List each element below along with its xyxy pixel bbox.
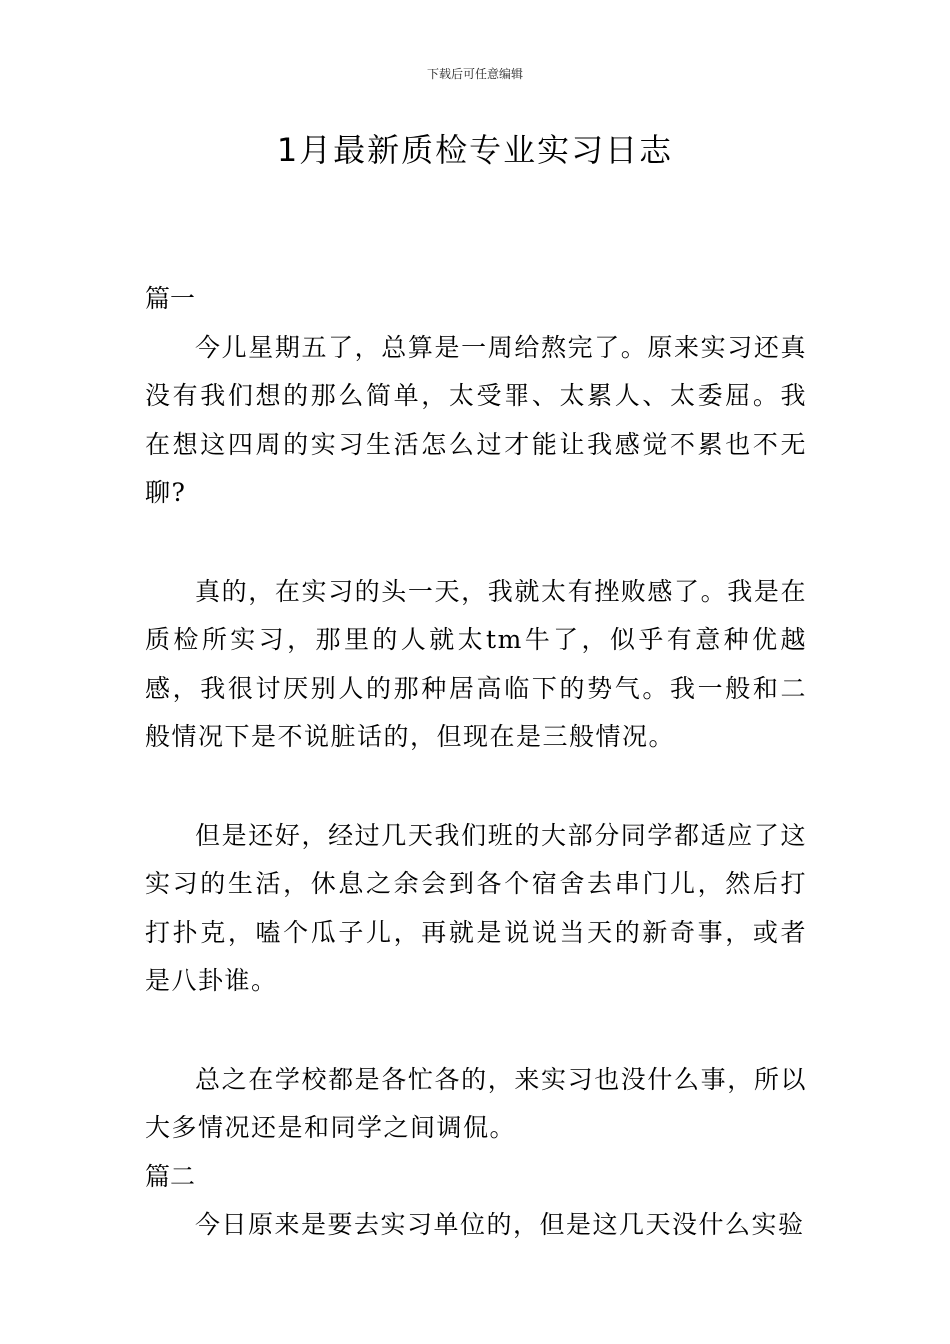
paragraph-gap [145, 518, 807, 568]
paragraph: 今日原来是要去实习单位的，但是这几天没什么实验 [195, 1210, 805, 1239]
paragraph: 今儿星期五了，总算是一周给熬完了。原来实习还真没有我们想的那么简单，太受罪、太累人、太委屈。我在想这四周的实习生活怎么过才能让我感觉不累也不无聊? [145, 332, 807, 507]
paragraph: 真的，在实习的头一天，我就太有挫败感了。我是在质检所实习，那里的人就太tm牛了，似乎有意种优越感，我很讨厌别人的那种居高临下的势气。我一般和二般情况下是不说脏话的，但现在是三般情况。 [145, 576, 807, 751]
paragraph-gap [145, 1006, 807, 1056]
section-label: 篇一 [145, 284, 196, 313]
document-title: 1月最新质检专业实习日志 [276, 131, 674, 169]
paragraph: 但是还好，经过几天我们班的大部分同学都适应了这实习的生活，休息之余会到各个宿舍去串门儿，然后打打扑克，嗑个瓜子儿，再就是说说当天的新奇事，或者是八卦谁。 [145, 820, 807, 995]
section-label: 篇二 [145, 1161, 196, 1191]
header-note: 下载后可任意编辑 [426, 67, 523, 81]
paragraph: 总之在学校都是各忙各的，来实习也没什么事，所以大多情况还是和同学之间调侃。 [145, 1064, 807, 1142]
document-body [145, 275, 807, 1250]
paragraph-gap [145, 762, 807, 812]
